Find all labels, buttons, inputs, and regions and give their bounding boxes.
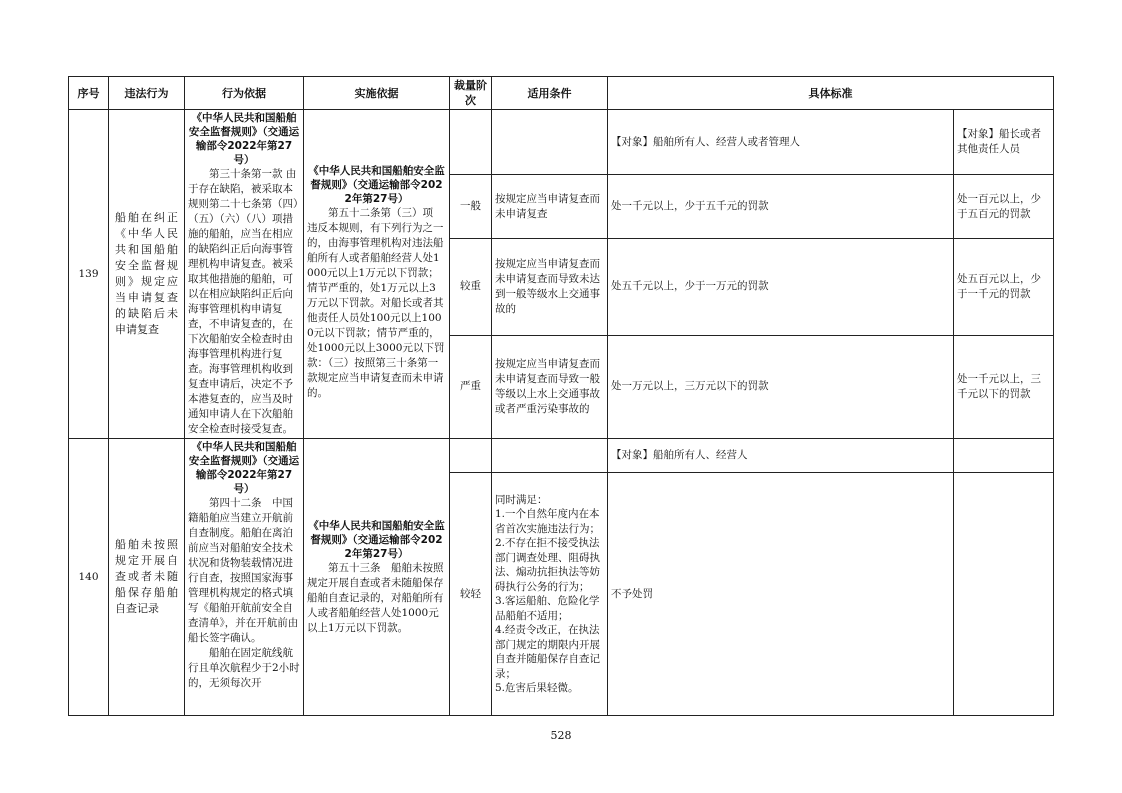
standard-a: 处五千元以上，少于一万元的罚款 xyxy=(608,238,954,335)
behavior-basis xyxy=(185,439,304,716)
penalty-standards-table xyxy=(68,76,1054,716)
header-level: 裁量阶次 xyxy=(450,77,492,110)
impl-title: 《中华人民共和国船舶安全监督规则》（交通运输部令2022年第27号） xyxy=(308,165,445,205)
basis-title: 《中华人民共和国船舶安全监督规则》（交通运输部令2022年第27号） xyxy=(188,441,300,495)
standard-b: 处一百元以上，少于五百元的罚款 xyxy=(954,175,1054,238)
header-condition: 适用条件 xyxy=(492,77,608,110)
header-row xyxy=(69,77,1054,110)
level: 严重 xyxy=(450,335,492,438)
violation-behavior: 船舶未按照规定开展自查或者未随船保存船舶自查记录 xyxy=(109,439,185,716)
object-b: 【对象】船长或者其他责任人员 xyxy=(954,110,1054,175)
table-row xyxy=(69,110,1054,175)
basis-body-2: 船舶在固定航线航行且单次航程少于2小时的，无须每次开 xyxy=(188,647,300,689)
impl-body: 第五十三条 船舶未按照规定开展自查或者未随船保存船舶自查记录的，对船舶所有人或者船舶经营人处1000元以上1万元以下罚款。 xyxy=(307,561,444,634)
level: 一般 xyxy=(450,175,492,238)
header-no: 序号 xyxy=(69,77,109,110)
row-number: 140 xyxy=(69,439,109,716)
condition: 按规定应当申请复查而未申请复查而导致未达到一般等级水上交通事故的 xyxy=(492,238,608,335)
header-standard: 具体标准 xyxy=(608,77,1054,110)
header-implementation: 实施依据 xyxy=(304,77,450,110)
object-a: 【对象】船舶所有人、经营人或者管理人 xyxy=(608,110,954,175)
impl-title: 《中华人民共和国船舶安全监督规则》（交通运输部令2022年第27号） xyxy=(308,519,445,560)
standard-a: 不予处罚 xyxy=(608,473,954,716)
condition: 按规定应当申请复查而未申请复查而导致一般等级以上水上交通事故或者严重污染事故的 xyxy=(492,335,608,438)
basis-title: 《中华人民共和国船舶安全监督规则》（交通运输部令2022年第27号） xyxy=(188,112,300,166)
basis-body: 第三十条第一款 由于存在缺陷，被采取本规则第二十七条第（四）（五）（六）（八）项措施的船舶，应当在相应的缺陷纠正后向海事管理机构申请复查。被采取其他措施的船舶，可以在相应缺陷纠正后向海事管理机构申请复查，不申请复查的，在下次船舶安全检查时由海事管理机构进行复查。海事管理机构收到复查申请后，决定不予本港复查的，应当及时通知申请人在下次船舶安全检查时接受复查。 xyxy=(188,168,299,435)
impl-body: 第五十二条第（三）项 违反本规则，有下列行为之一的，由海事管理机构对违法船舶所有人或者船舶经营人处1000元以上1万元以下罚款；情节严重的，处1万元以上3万元以下罚款。对船长或者其他责任人员处100元以上1000元以下罚款；情节严重的，处1000元以上3000元以下罚款：（三）按照第三十条第一款规定应当申请复查而未申请的。 xyxy=(307,207,445,399)
row-number: 139 xyxy=(69,110,109,439)
basis-body: 第四十二条 中国籍船舶应当建立开航前自查制度。船舶在离泊前应当对船舶安全技术状况和货物装载情况进行自查，按照国家海事管理机构规定的格式填写《船舶开航前安全自查清单》，并在开航前由船长签字确认。 xyxy=(188,497,299,644)
standard-b: 处五百元以上，少于一千元的罚款 xyxy=(954,238,1054,335)
violation-behavior: 船舶在纠正《中华人民共和国船舶安全监督规则》规定应当申请复查的缺陷后未申请复查 xyxy=(109,110,185,439)
page-number: 528 xyxy=(550,729,572,742)
standard-a: 处一万元以上，三万元以下的罚款 xyxy=(608,335,954,438)
behavior-basis xyxy=(185,110,304,439)
condition: 按规定应当申请复查而未申请复查 xyxy=(492,175,608,238)
implementation-basis xyxy=(304,439,450,716)
header-behavior: 违法行为 xyxy=(109,77,185,110)
table-row xyxy=(69,439,1054,473)
implementation-basis xyxy=(304,110,450,439)
object-a: 【对象】船舶所有人、经营人 xyxy=(608,439,954,473)
standard-b: 处一千元以上，三千元以下的罚款 xyxy=(954,335,1054,438)
level: 较轻 xyxy=(450,473,492,716)
level: 较重 xyxy=(450,238,492,335)
header-basis: 行为依据 xyxy=(185,77,304,110)
standard-a: 处一千元以上，少于五千元的罚款 xyxy=(608,175,954,238)
condition: 同时满足： 1.一个自然年度内在本省首次实施违法行为； 2.不存在拒不接受执法部门调查处理、阻碍执法、煽动抗拒执法等妨碍执行公务的行为； 3.客运船舶、危险化学品船舶不适用； 4.经责令改正，在执法部门规定的期限内开展自查并随船保存自查记录； 5.危害后果轻微。 xyxy=(492,473,608,716)
